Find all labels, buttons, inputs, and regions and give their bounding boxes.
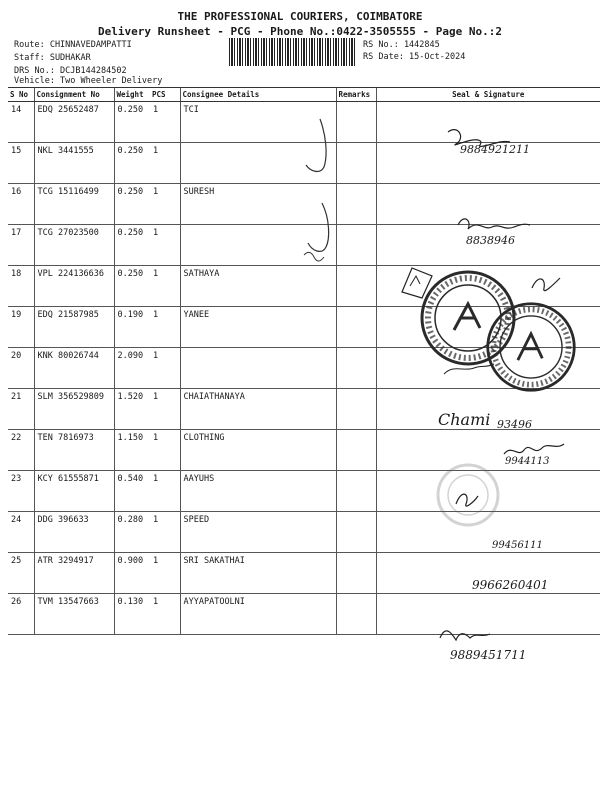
row-consignment-no: TCG 27023500 <box>34 225 114 266</box>
row-remarks <box>336 389 376 430</box>
row-sno: 16 <box>8 184 34 225</box>
row-weight: 1.150 <box>114 430 150 471</box>
row-remarks <box>336 184 376 225</box>
row-weight: 0.250 <box>114 102 150 143</box>
signature-2-number: 8838946 <box>466 234 515 247</box>
row-sno: 23 <box>8 471 34 512</box>
row-remarks <box>336 348 376 389</box>
row-sno: 19 <box>8 307 34 348</box>
page-subtitle: Delivery Runsheet - PCG - Phone No.:0422-3505555 - Page No.:2 <box>98 25 502 38</box>
row-sno: 22 <box>8 430 34 471</box>
row-pcs: 1 <box>150 348 180 389</box>
row-pcs: 1 <box>150 389 180 430</box>
row-consignee: SRI SAKATHAI <box>180 553 336 594</box>
row-consignment-no: TCG 15116499 <box>34 184 114 225</box>
row-sno: 17 <box>8 225 34 266</box>
rs-number: RS No.: 1442845 <box>363 40 440 50</box>
runsheet-table <box>8 87 600 635</box>
row-remarks <box>336 307 376 348</box>
row-signature <box>376 266 600 307</box>
row-consignment-no: EDQ 21587985 <box>34 307 114 348</box>
row-consignee: TCI <box>180 102 336 143</box>
row-consignee <box>180 348 336 389</box>
row-remarks <box>336 512 376 553</box>
row-consignee: SATHAYA <box>180 266 336 307</box>
row-signature <box>376 594 600 635</box>
table-row <box>8 102 600 143</box>
route-label: Route: CHINNAVEDAMPATTI <box>14 40 132 50</box>
row-consignee <box>180 143 336 184</box>
row-pcs: 1 <box>150 471 180 512</box>
row-weight: 0.250 <box>114 266 150 307</box>
row-consignment-no: ATR 3294917 <box>34 553 114 594</box>
row-pcs: 1 <box>150 307 180 348</box>
table-row <box>8 594 600 635</box>
row-weight: 0.130 <box>114 594 150 635</box>
row-remarks <box>336 430 376 471</box>
table-row <box>8 266 600 307</box>
row-pcs: 1 <box>150 512 180 553</box>
row-weight: 0.280 <box>114 512 150 553</box>
table-row <box>8 471 600 512</box>
row-pcs: 1 <box>150 430 180 471</box>
col-sno: S No <box>8 88 34 102</box>
row-sno: 14 <box>8 102 34 143</box>
row-consignment-no: SLM 356529809 <box>34 389 114 430</box>
row-weight: 0.540 <box>114 471 150 512</box>
row-remarks <box>336 594 376 635</box>
row-weight: 0.250 <box>114 143 150 184</box>
col-consignment: Consignment No <box>34 88 114 102</box>
signature-3-word: Chami <box>438 410 491 429</box>
vehicle-label: Vehicle: Two Wheeler Delivery <box>14 76 163 86</box>
row-pcs: 1 <box>150 266 180 307</box>
row-consignment-no: NKL 3441555 <box>34 143 114 184</box>
row-consignment-no: DDG 396633 <box>34 512 114 553</box>
col-pcs: PCS <box>150 88 180 102</box>
signature-6-number: 9966260401 <box>472 578 549 592</box>
signature-4-number: 9944113 <box>505 456 550 467</box>
row-consignee: CHAIATHANAYA <box>180 389 336 430</box>
row-consignee: CLOTHING <box>180 430 336 471</box>
row-weight: 0.190 <box>114 307 150 348</box>
row-pcs: 1 <box>150 553 180 594</box>
row-weight: 1.520 <box>114 389 150 430</box>
table-row <box>8 307 600 348</box>
row-remarks <box>336 266 376 307</box>
row-consignee: AYYAPATOOLNI <box>180 594 336 635</box>
col-consignee: Consignee Details <box>180 88 336 102</box>
table-row <box>8 184 600 225</box>
signature-1-number: 9884921211 <box>460 143 530 156</box>
signature-3-number: 93496 <box>497 418 532 431</box>
row-remarks <box>336 143 376 184</box>
row-signature <box>376 512 600 553</box>
row-sno: 21 <box>8 389 34 430</box>
row-weight: 0.900 <box>114 553 150 594</box>
row-sno: 20 <box>8 348 34 389</box>
signature-5-number: 99456111 <box>492 540 543 551</box>
row-remarks <box>336 471 376 512</box>
row-sno: 24 <box>8 512 34 553</box>
row-signature <box>376 102 600 143</box>
row-sno: 15 <box>8 143 34 184</box>
row-consignee: YANEE <box>180 307 336 348</box>
row-consignment-no: VPL 224136636 <box>34 266 114 307</box>
row-sno: 18 <box>8 266 34 307</box>
row-remarks <box>336 102 376 143</box>
row-consignee: AAYUHS <box>180 471 336 512</box>
drs-label: DRS No.: DCJB144284502 <box>14 66 127 76</box>
row-remarks <box>336 225 376 266</box>
row-weight: 2.090 <box>114 348 150 389</box>
row-pcs: 1 <box>150 184 180 225</box>
row-pcs: 1 <box>150 143 180 184</box>
page-title: THE PROFESSIONAL COURIERS, COIMBATORE <box>177 10 423 23</box>
barcode <box>229 38 357 66</box>
row-remarks <box>336 553 376 594</box>
row-weight: 0.250 <box>114 225 150 266</box>
row-consignment-no: EDQ 25652487 <box>34 102 114 143</box>
col-weight: Weight <box>114 88 150 102</box>
rs-date: RS Date: 15-Oct-2024 <box>363 52 466 62</box>
row-signature <box>376 184 600 225</box>
table-row <box>8 348 600 389</box>
col-remarks: Remarks <box>336 88 376 102</box>
signature-7-number: 9889451711 <box>450 648 527 662</box>
row-signature <box>376 348 600 389</box>
row-consignee: SURESH <box>180 184 336 225</box>
row-consignment-no: TEN 7816973 <box>34 430 114 471</box>
row-pcs: 1 <box>150 594 180 635</box>
row-consignee <box>180 225 336 266</box>
row-signature <box>376 471 600 512</box>
row-consignment-no: KNK 80026744 <box>34 348 114 389</box>
row-consignment-no: TVM 13547663 <box>34 594 114 635</box>
row-signature <box>376 430 600 471</box>
row-pcs: 1 <box>150 225 180 266</box>
col-signature: Seal & Signature <box>376 88 600 102</box>
staff-label: Staff: SUDHAKAR <box>14 53 91 63</box>
row-consignment-no: KCY 61555871 <box>34 471 114 512</box>
row-pcs: 1 <box>150 102 180 143</box>
row-weight: 0.250 <box>114 184 150 225</box>
row-sno: 25 <box>8 553 34 594</box>
row-consignee: SPEED <box>180 512 336 553</box>
row-signature <box>376 307 600 348</box>
row-sno: 26 <box>8 594 34 635</box>
